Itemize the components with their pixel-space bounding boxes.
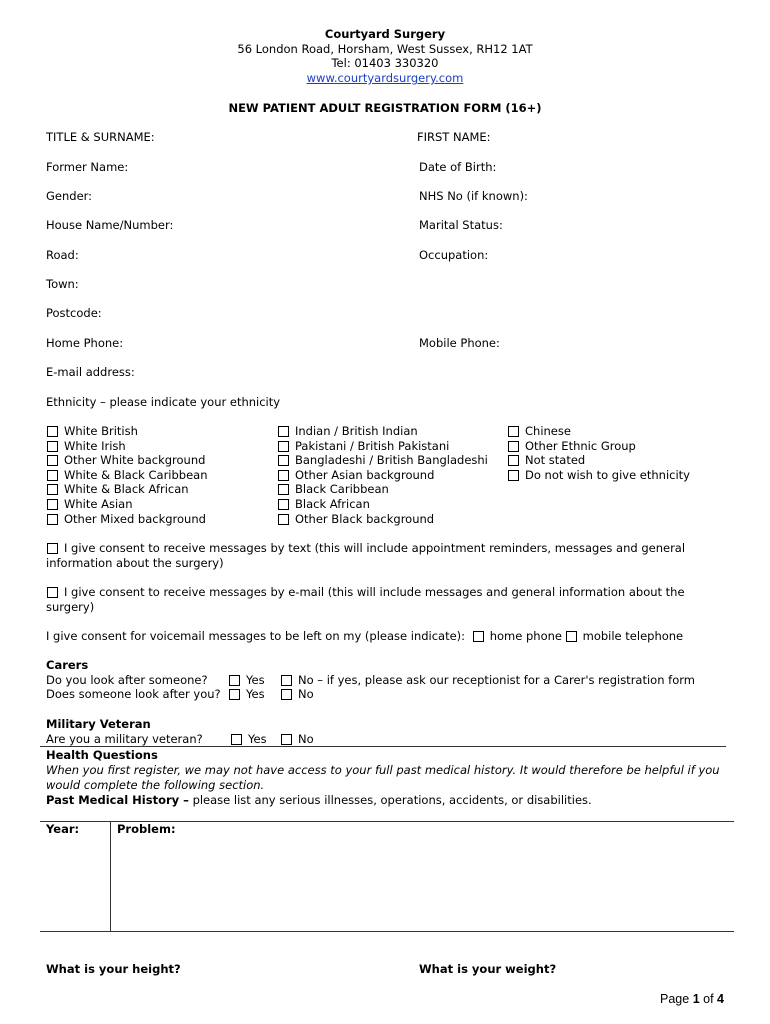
of-word: of [703,992,714,1006]
pmh-text: please list any serious illnesses, operations, accidents, or disabilities. [192,793,592,807]
text-consent-line-2: information about the surgery) [46,556,224,570]
checkbox[interactable] [508,426,519,437]
checkbox[interactable] [47,426,58,437]
email-label: E-mail address: [46,365,135,379]
page-number [660,992,724,1006]
gender-label: Gender: [46,189,93,203]
section-divider [40,746,726,747]
checkbox[interactable] [278,470,289,481]
postcode-label: Postcode: [46,306,102,320]
option-label: Other White background [64,453,206,468]
ethnicity-option[interactable] [508,439,690,454]
date-of-birth-label: Date of Birth: [419,160,497,174]
checkbox[interactable] [47,499,58,510]
occupation-label: Occupation: [419,248,489,262]
option-label: Indian / British Indian [295,424,418,438]
checkbox[interactable] [278,484,289,495]
ethnicity-column-3 [508,424,690,482]
checkbox[interactable] [47,455,58,466]
former-name-label: Former Name: [46,160,129,174]
option-label: White British [64,424,138,438]
option-label: Black African [295,496,370,511]
option-label: Other Black background [295,511,435,526]
ethnicity-option[interactable] [47,468,208,483]
health-intro-line-2: would complete the following section. [46,778,265,792]
ethnicity-option[interactable] [278,512,488,527]
checkbox[interactable] [281,734,292,745]
website-link[interactable]: www.courtyardsurgery.com [306,71,464,85]
carers-question-2: Does someone look after you? [46,687,221,701]
practice-address: 56 London Road, Horsham, West Sussex, RH12 1AT [237,42,533,56]
ethnicity-option[interactable] [47,512,208,527]
option-label: White Asian [64,496,133,511]
ethnicity-option[interactable] [47,424,208,439]
first-name-label: FIRST NAME: [417,130,491,144]
carers-heading: Carers [46,658,89,672]
option-label: Chinese [525,424,571,438]
checkbox[interactable] [508,470,519,481]
height-question: What is your height? [46,962,181,976]
carers-q2-no[interactable] [281,687,314,701]
checkbox[interactable] [278,514,289,525]
email-consent-line-1[interactable] [47,585,685,599]
option-label: Other Ethnic Group [525,438,636,453]
option-label: Bangladeshi / British Bangladeshi [295,453,488,468]
checkbox[interactable] [281,675,292,686]
option-label: White & Black Caribbean [64,467,208,482]
total-pages: 4 [717,992,724,1006]
town-label: Town: [46,277,79,291]
email-consent-label: I give consent to receive messages by e-mail (this will include messages and general information about the [64,585,685,599]
email-consent-line-2: surgery) [46,600,95,614]
option-label: No [298,732,314,746]
problem-entry-area[interactable] [112,838,732,930]
home-phone-option-label: home phone [489,629,562,643]
year-entry-area[interactable] [41,838,109,930]
ethnicity-option[interactable] [47,482,208,497]
year-column-header: Year: [46,822,80,836]
form-title: NEW PATIENT ADULT REGISTRATION FORM (16+) [228,101,542,115]
option-label: Not stated [525,453,586,468]
health-intro-line-1: When you first register, we may not have access to your full past medical history. It would therefore be helpful if you [46,763,720,777]
house-label: House Name/Number: [46,218,174,232]
past-medical-history-prompt [46,793,592,807]
road-label: Road: [46,248,79,262]
ethnicity-option[interactable] [278,453,488,468]
practice-name: Courtyard Surgery [324,27,446,41]
page-word: Page [660,992,690,1006]
option-label: No – if yes, please ask our receptionist for a Carer's registration form [298,673,695,687]
carers-q2-yes[interactable] [229,687,265,701]
text-consent-label: I give consent to receive messages by text (this will include appointment reminders, messages and general [64,541,686,555]
checkbox[interactable] [278,426,289,437]
voicemail-consent [46,629,683,643]
checkbox[interactable] [47,514,58,525]
weight-question: What is your weight? [419,962,557,976]
option-label: Pakistani / British Pakistani [295,438,450,453]
carers-q1-no[interactable] [281,673,695,687]
option-label: Other Asian background [295,467,435,482]
option-label: Yes [246,673,265,687]
checkbox[interactable] [508,441,519,452]
checkbox[interactable] [47,441,58,452]
text-consent-line-1[interactable] [47,541,685,555]
checkbox[interactable] [278,499,289,510]
ethnicity-option[interactable] [278,439,488,454]
carers-q1-yes[interactable] [229,673,265,687]
nhs-number-label: NHS No (if known): [419,189,528,203]
option-label: No [298,687,314,701]
pmh-label: Past Medical History – [46,793,189,807]
checkbox[interactable] [278,441,289,452]
checkbox[interactable] [281,689,292,700]
military-question: Are you a military veteran? [46,732,203,746]
current-page: 1 [692,992,700,1006]
checkbox[interactable] [231,734,242,745]
option-label: White & Black African [64,482,189,497]
table-bottom-border [40,931,734,932]
website-link-row [0,71,770,85]
military-heading: Military Veteran [46,717,151,731]
title-surname-label: TITLE & SURNAME: [46,130,155,144]
mobile-telephone-checkbox[interactable] [566,631,577,642]
marital-status-label: Marital Status: [419,218,503,232]
option-label: Do not wish to give ethnicity [525,467,690,482]
military-no[interactable] [281,732,314,746]
checkbox[interactable] [508,455,519,466]
health-heading: Health Questions [46,748,158,762]
problem-column-header: Problem: [117,822,176,836]
ethnicity-column-2 [278,424,488,526]
checkbox[interactable] [47,484,58,495]
option-label: White Irish [64,438,126,453]
mobile-telephone-option-label: mobile telephone [582,629,684,643]
carers-question-1: Do you look after someone? [46,673,208,687]
checkbox[interactable] [229,675,240,686]
home-phone-label: Home Phone: [46,336,124,350]
table-column-divider [110,821,111,931]
mobile-phone-label: Mobile Phone: [419,336,500,350]
option-label: Other Mixed background [64,511,206,526]
option-label: Yes [248,732,267,746]
ethnicity-prompt: Ethnicity – please indicate your ethnicity [46,395,281,409]
military-yes[interactable] [231,732,267,746]
ethnicity-option[interactable] [508,468,690,483]
ethnicity-option[interactable] [47,453,208,468]
practice-telephone: Tel: 01403 330320 [331,56,439,70]
ethnicity-option[interactable] [47,497,208,512]
option-label: Yes [246,687,265,701]
ethnicity-option[interactable] [278,482,488,497]
option-label: Black Caribbean [295,482,389,497]
checkbox[interactable] [278,455,289,466]
ethnicity-option[interactable] [278,468,488,483]
home-phone-checkbox[interactable] [473,631,484,642]
ethnicity-column-1 [47,424,208,526]
ethnicity-option[interactable] [47,439,208,454]
voicemail-consent-label: I give consent for voicemail messages to be left on my (please indicate): [46,629,466,643]
checkbox[interactable] [229,689,240,700]
text-consent-checkbox[interactable] [47,543,58,554]
ethnicity-option[interactable] [278,424,488,439]
ethnicity-option[interactable] [508,424,690,439]
checkbox[interactable] [47,470,58,481]
ethnicity-option[interactable] [278,497,488,512]
ethnicity-option[interactable] [508,453,690,468]
email-consent-checkbox[interactable] [47,587,58,598]
